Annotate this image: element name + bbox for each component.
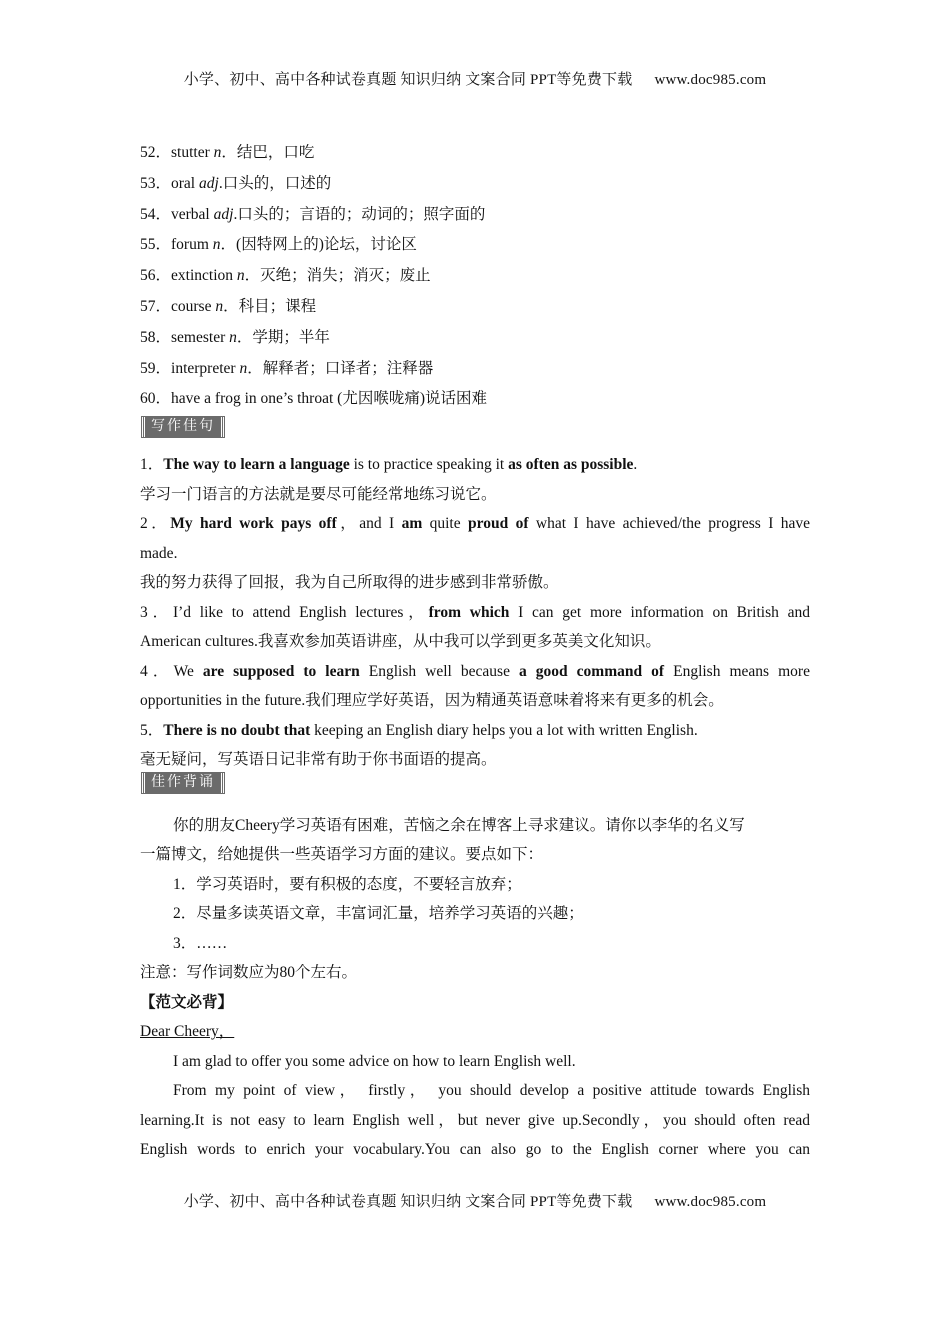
page-header [0,68,950,89]
sentence-2: 2．My hard work pays off，and I am quite proud of what I have achieved/the progress I have [140,515,811,533]
footer-url: www.doc985.com [654,1194,767,1210]
document-body [140,142,810,1165]
sentence-5-translation: 毫无疑问，写英语日记非常有助于你书面语的提高。 [140,751,497,769]
header-text: 小学、初中、高中各种试卷真题 知识归纳 文案合同 PPT等免费下载 [183,72,633,88]
essay-paragraph-2-line-3: English words to enrich your vocabulary.You can also go to the English corner where you can [140,1141,810,1159]
vocab-item: 60．have a frog in one’s throat (尤因喉咙痛)说话困难 [140,390,487,408]
essay-greeting: Dear Cheery， [140,1023,235,1041]
section-tag-recite [140,773,810,799]
vocab-item: 55．forum n．(因特网上的)论坛，讨论区 [140,236,417,254]
essay-paragraph-1: I am glad to offer you some advice on how to learn English well. [173,1052,576,1070]
sentence-3: 3．I’d like to attend English lectures，from which I can get more information on British and [140,603,810,621]
essay-paragraph-2-line-2: learning.It is not easy to learn English well，but never give up.Secondly，you should often read [140,1111,810,1129]
vocab-item: 57．course n．科目；课程 [140,297,317,315]
vocab-item: 58．semester n．学期；半年 [140,328,330,346]
essay-paragraph-2-line-1: From my point of view， firstly， you should develop a positive attitude towards English [173,1082,810,1100]
sentence-4-continued: opportunities in the future.我们理应学好英语，因为精通英语意味着将来有更多的机会。 [140,692,724,710]
vocab-item: 53．oral adj.口头的，口述的 [140,174,332,192]
section-tag-writing [140,417,810,443]
writing-task [140,811,810,1018]
task-point-3: 3．…… [173,934,228,952]
vocab-list [140,142,810,419]
sentence-5: 5．There is no doubt that keeping an English diary helps you a lot with written English. [140,721,698,739]
sentence-4: 4．We are supposed to learn English well because a good command of English means more [140,662,810,680]
sentence-2-translation: 我的努力获得了回报，我为自己所取得的进步感到非常骄傲。 [140,574,559,592]
vocab-item: 52．stutter n．结巴，口吃 [140,144,315,161]
model-essay [140,1017,810,1165]
task-note: 注意：写作词数应为80个左右。 [140,964,358,982]
task-intro-continued: 一篇博文，给她提供一些英语学习方面的建议。要点如下： [140,846,544,864]
vocab-item: 56．extinction n．灭绝；消失；消灭；废止 [140,267,431,285]
recite-tag-label: 佳作背诵 [142,773,224,793]
sentence-list [140,450,810,775]
sentence-1-translation: 学习一门语言的方法就是要尽可能经常地练习说它。 [140,485,497,503]
model-essay-title: 【范文必背】 [140,993,234,1011]
writing-tag-label: 写作佳句 [142,417,224,437]
sentence-3-continued: American cultures.我喜欢参加英语讲座，从中我可以学到更多英美文化知识。 [140,633,661,651]
task-intro: 你的朋友Cheery学习英语有困难，苦恼之余在博客上寻求建议。请你以李华的名义写 [173,816,745,834]
task-point-1: 1．学习英语时，要有积极的态度，不要轻言放弃； [173,875,522,893]
footer-text: 小学、初中、高中各种试卷真题 知识归纳 文案合同 PPT等免费下载 [183,1194,633,1210]
sentence-1: 1．The way to learn a language is to practice speaking it as often as possible. [140,456,638,474]
task-point-2: 2．尽量多读英语文章，丰富词汇量，培养学习英语的兴趣； [173,905,584,923]
sentence-2-continued: made. [140,544,178,562]
vocab-item: 59．interpreter n．解释者；口译者；注释器 [140,359,434,377]
page-footer [0,1190,950,1211]
header-url: www.doc985.com [654,72,767,88]
vocab-item: 54．verbal adj.口头的；言语的；动词的；照字面的 [140,205,486,223]
